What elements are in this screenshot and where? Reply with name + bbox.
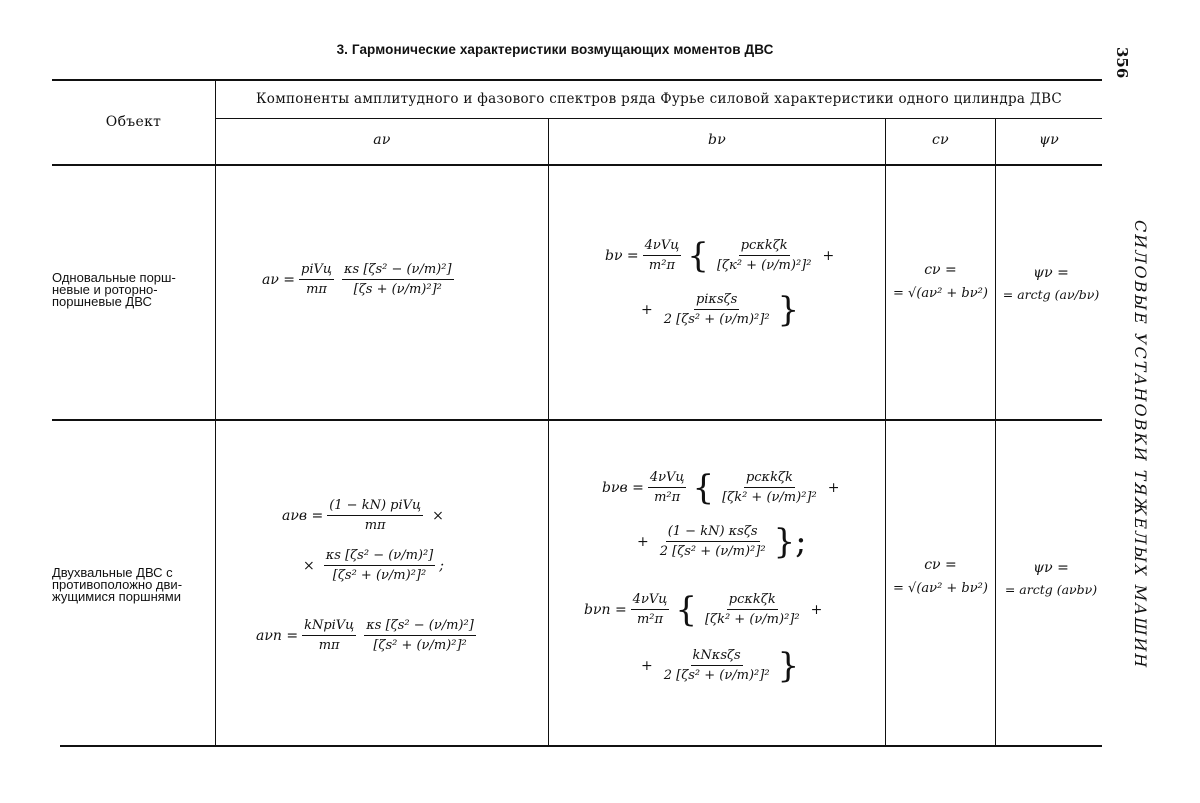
numerator: 4νVц: [631, 592, 670, 610]
plus-sign: +: [822, 247, 835, 264]
numerator: pcκkζk: [727, 592, 778, 610]
column-header-a: aν: [373, 132, 391, 148]
row2-b-prefactor: [648, 470, 687, 505]
denominator: [ζк² + (ν/m)²]²: [716, 258, 812, 273]
numerator: piVц: [299, 262, 334, 280]
row1-b-term-1: [715, 238, 814, 273]
row2-b-term-1: [720, 470, 819, 505]
row2-b-formula-line4: [636, 645, 801, 686]
numerator: κs [ζs² − (ν/m)²]: [364, 618, 476, 636]
row1-psi-line1: ψν =: [1033, 265, 1069, 281]
denominator: 2 [ζs² + (ν/m)²]²: [659, 544, 766, 559]
denominator: mπ: [306, 282, 327, 297]
row2-a-formula-line1: [282, 498, 449, 533]
column-header-c: cν: [932, 132, 949, 148]
row1-b-term-2: [662, 292, 772, 327]
row2-a-fraction-1: [327, 498, 423, 533]
column-rule-c: [995, 118, 996, 745]
row2-b-term-4: [662, 648, 772, 683]
close-brace: }: [777, 289, 800, 330]
row2-object: [52, 567, 212, 603]
row2-a-formula-line3: [256, 618, 480, 653]
numerator: κs [ζs² − (ν/m)²]: [324, 548, 436, 566]
numerator: pcκkζk: [744, 470, 795, 488]
row2-object-line: жущимися поршнями: [52, 589, 181, 604]
table-bottom-rule: [60, 745, 1102, 747]
row2-b-prefactor-2: [631, 592, 670, 627]
row1-c-line2: = √(aν² + bν²): [893, 286, 988, 301]
open-brace: {: [675, 589, 697, 630]
column-rule-a: [548, 118, 549, 745]
row2-object-line: противоположно дви-: [52, 577, 183, 592]
times-sign: ×: [432, 507, 444, 524]
open-brace: {: [692, 467, 715, 508]
row1-a-fraction-2: [342, 262, 454, 297]
numerator: kNκsζs: [691, 648, 743, 666]
row1-c-formula: [886, 262, 995, 301]
denominator: [ζs + (ν/m)²]²: [353, 282, 442, 297]
column-header-psi: ψν: [1038, 132, 1060, 148]
table-top-rule: [52, 79, 1102, 81]
plus-sign: +: [641, 657, 653, 674]
row1-c-line1: cν =: [924, 262, 957, 278]
row2-psi-line1: ψν =: [1033, 560, 1069, 576]
row2-b-term-2: [658, 524, 768, 559]
row1-psi-line2: = arctg (aν/bν): [1002, 287, 1100, 302]
denominator: [ζs² + (ν/m)²]²: [332, 568, 427, 583]
row1-b-lhs: bν =: [605, 247, 639, 264]
numerator: kNpiVц: [302, 618, 356, 636]
numerator: (1 − kN) κsζs: [666, 524, 760, 542]
numerator: 4νVц: [648, 470, 687, 488]
column-rule-b: [885, 118, 886, 745]
denominator: m²π: [636, 612, 664, 627]
row2-object-line: Двухвальные ДВС с: [52, 565, 173, 580]
row2-a-fraction-2: [324, 548, 436, 583]
times-sign: ×: [303, 557, 315, 574]
numerator: pcκkζk: [739, 238, 790, 256]
denominator: [ζk² + (ν/m)²]²: [722, 490, 817, 505]
row1-a-formula: [262, 262, 458, 297]
numerator: κs [ζs² − (ν/m)²]: [342, 262, 454, 280]
numerator: (1 − kN) piVц: [327, 498, 423, 516]
plus-sign: +: [637, 533, 649, 550]
plus-sign: +: [827, 479, 840, 496]
close-brace: }: [777, 645, 800, 686]
column-header-b: bν: [707, 132, 727, 148]
denominator: [ζk² + (ν/m)²]²: [704, 612, 800, 627]
row1-a-fraction-1: [299, 262, 334, 297]
row1-b-formula-line2: [636, 289, 801, 330]
row2-psi-line2: = arctg (aνbν): [1004, 582, 1098, 597]
row2-c-line2: = √(aν² + bν²): [893, 581, 988, 596]
row2-b-lhs-2: bνп =: [584, 601, 627, 618]
semicolon: ;: [439, 557, 444, 574]
open-brace: {: [687, 235, 709, 276]
object-header: Объект: [105, 114, 162, 130]
denominator: mπ: [364, 518, 386, 533]
row1-object-line: невые и роторно-: [52, 282, 158, 297]
row2-b-formula-line2: [632, 521, 809, 562]
denominator: [ζs² + (ν/m)²]²: [373, 638, 467, 653]
row1-a-lhs: aν =: [262, 271, 296, 288]
header-bottom-rule: [52, 164, 1102, 166]
denominator: 2 [ζs² + (ν/m)²]²: [663, 312, 770, 327]
plus-sign: +: [641, 301, 653, 318]
row1-b-prefactor: [643, 238, 682, 273]
row2-c-line1: cν =: [924, 557, 957, 573]
numerator: 4νVц: [643, 238, 682, 256]
row2-b-formula-line1: [602, 467, 844, 508]
side-title: СИЛОВЫЕ УСТАНОВКИ ТЯЖЕЛЫХ МАШИН: [1131, 220, 1150, 670]
row2-psi-formula: [996, 560, 1106, 597]
header-sub-rule: [216, 118, 1102, 119]
row2-a-lhs-1: aνв =: [282, 507, 324, 524]
page-header: 3. Гармонические характеристики возмущающих моментов ДВС: [336, 42, 774, 57]
numerator: piκsζs: [694, 292, 739, 310]
row1-object-line: Одновальные порш-: [52, 270, 176, 285]
row2-b-lhs-1: bνв =: [602, 479, 644, 496]
column-rule-object: [215, 79, 216, 745]
row2-b-term-3: [703, 592, 802, 627]
denominator: mπ: [318, 638, 340, 653]
group-header: Компоненты амплитудного и фазового спектров ряда Фурье силовой характеристики одного цилиндра ДВС: [256, 91, 1062, 107]
row1-b-formula-line1: [605, 235, 839, 276]
row2-a-lhs-2: aνп =: [256, 627, 299, 644]
row1-object-line: поршневые ДВС: [52, 294, 152, 309]
plus-sign: +: [810, 601, 823, 618]
row-divider-rule: [52, 419, 1102, 421]
denominator: m²π: [654, 490, 681, 505]
row2-c-formula: [886, 557, 995, 596]
row2-b-formula-line3: [584, 589, 827, 630]
page-number: 356: [1113, 47, 1131, 79]
row1-object: [52, 272, 212, 308]
denominator: m²π: [648, 258, 676, 273]
row2-a-formula-line2: [298, 548, 444, 583]
row2-a-fraction-3: [302, 618, 356, 653]
denominator: 2 [ζs² + (ν/m)²]²: [663, 668, 770, 683]
row1-psi-formula: [996, 265, 1106, 302]
row2-a-fraction-4: [364, 618, 476, 653]
close-brace: };: [773, 521, 807, 562]
